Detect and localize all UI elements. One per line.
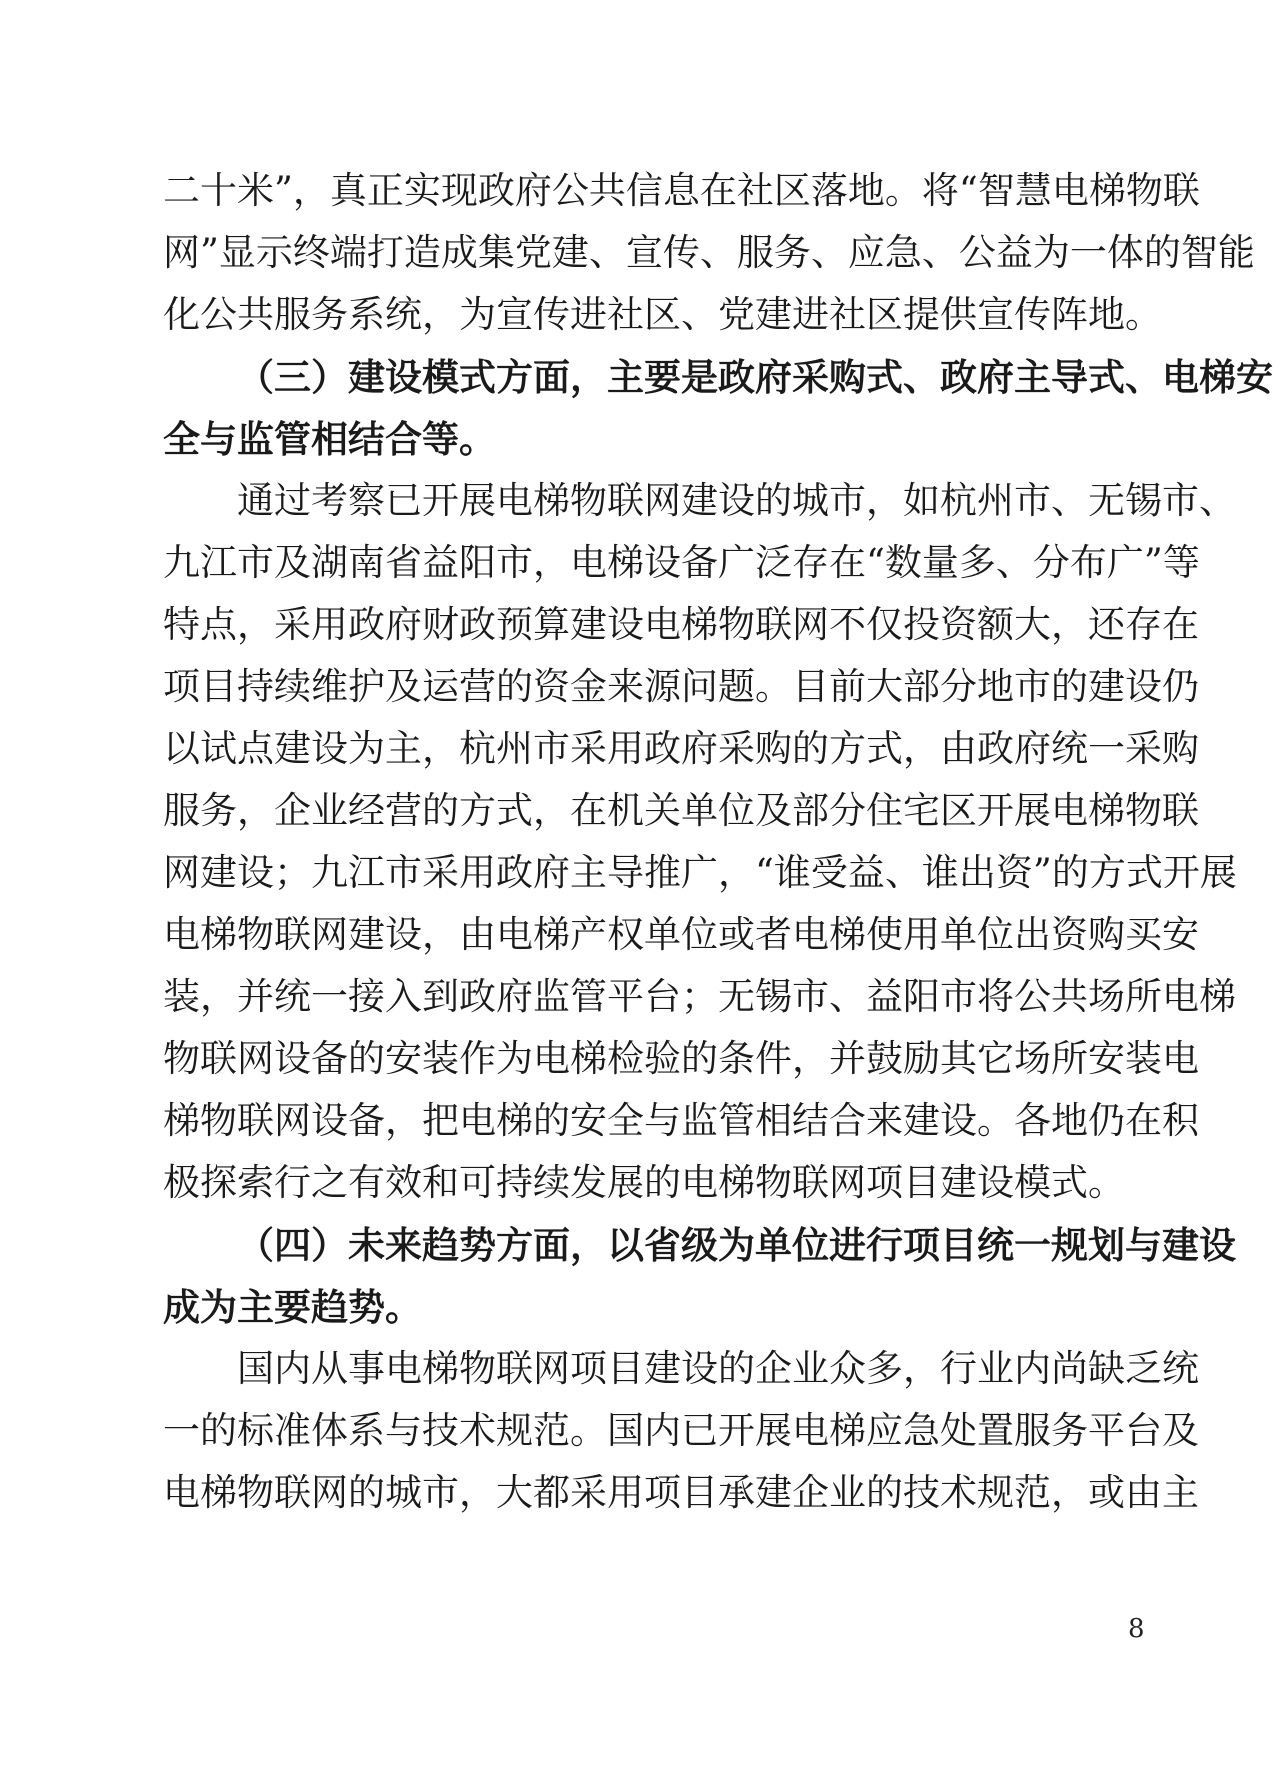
text-line: 特点，采用政府财政预算建设电梯物联网不仅投资额大，还存在	[163, 603, 1199, 646]
document-body	[163, 160, 1273, 1524]
text-line: （四）未来趋势方面，以省级为单位进行项目统一规划与建设	[237, 1223, 1236, 1267]
text-line: 梯物联网设备，把电梯的安全与监管相结合来建设。各地仍在积	[163, 1099, 1199, 1142]
paragraph	[163, 160, 1255, 346]
section-heading	[163, 1214, 1236, 1338]
text-line: 物联网设备的安装作为电梯检验的条件，并鼓励其它场所安装电	[163, 1037, 1199, 1080]
text-line: （三）建设模式方面，主要是政府采购式、政府主导式、电梯安	[237, 355, 1273, 399]
text-line: 网建设；九江市采用政府主导推广，“谁受益、谁出资”的方式开展	[163, 851, 1237, 894]
text-line: 化公共服务系统，为宣传进社区、党建进社区提供宣传阵地。	[163, 293, 1162, 336]
text-line: 以试点建设为主，杭州市采用政府采购的方式，由政府统一采购	[163, 727, 1199, 770]
text-line: 全与监管相结合等。	[163, 417, 496, 461]
text-line: 国内从事电梯物联网项目建设的企业众多，行业内尚缺乏统	[237, 1347, 1199, 1390]
page-number: 8	[1128, 1614, 1145, 1644]
text-line: 极探索行之有效和可持续发展的电梯物联网项目建设模式。	[163, 1161, 1125, 1204]
text-line: 成为主要趋势。	[163, 1285, 422, 1329]
text-line: 项目持续维护及运营的资金来源问题。目前大部分地市的建设仍	[163, 665, 1199, 708]
paragraph	[163, 1338, 1199, 1524]
text-line: 电梯物联网的城市，大都采用项目承建企业的技术规范，或由主	[163, 1471, 1199, 1514]
text-line: 九江市及湖南省益阳市，电梯设备广泛存在“数量多、分布广”等	[163, 541, 1200, 584]
text-line: 装，并统一接入到政府监管平台；无锡市、益阳市将公共场所电梯	[163, 975, 1236, 1018]
text-line: 网”显示终端打造成集党建、宣传、服务、应急、公益为一体的智能	[163, 231, 1255, 274]
paragraph	[163, 470, 1237, 1214]
text-line: 二十米”，真正实现政府公共信息在社区落地。将“智慧电梯物联	[163, 169, 1200, 212]
text-line: 电梯物联网建设，由电梯产权单位或者电梯使用单位出资购买安	[163, 913, 1199, 956]
section-heading	[163, 346, 1273, 470]
text-line: 一的标准体系与技术规范。国内已开展电梯应急处置服务平台及	[163, 1409, 1199, 1452]
text-line: 服务，企业经营的方式，在机关单位及部分住宅区开展电梯物联	[163, 789, 1199, 832]
text-line: 通过考察已开展电梯物联网建设的城市，如杭州市、无锡市、	[237, 479, 1236, 522]
